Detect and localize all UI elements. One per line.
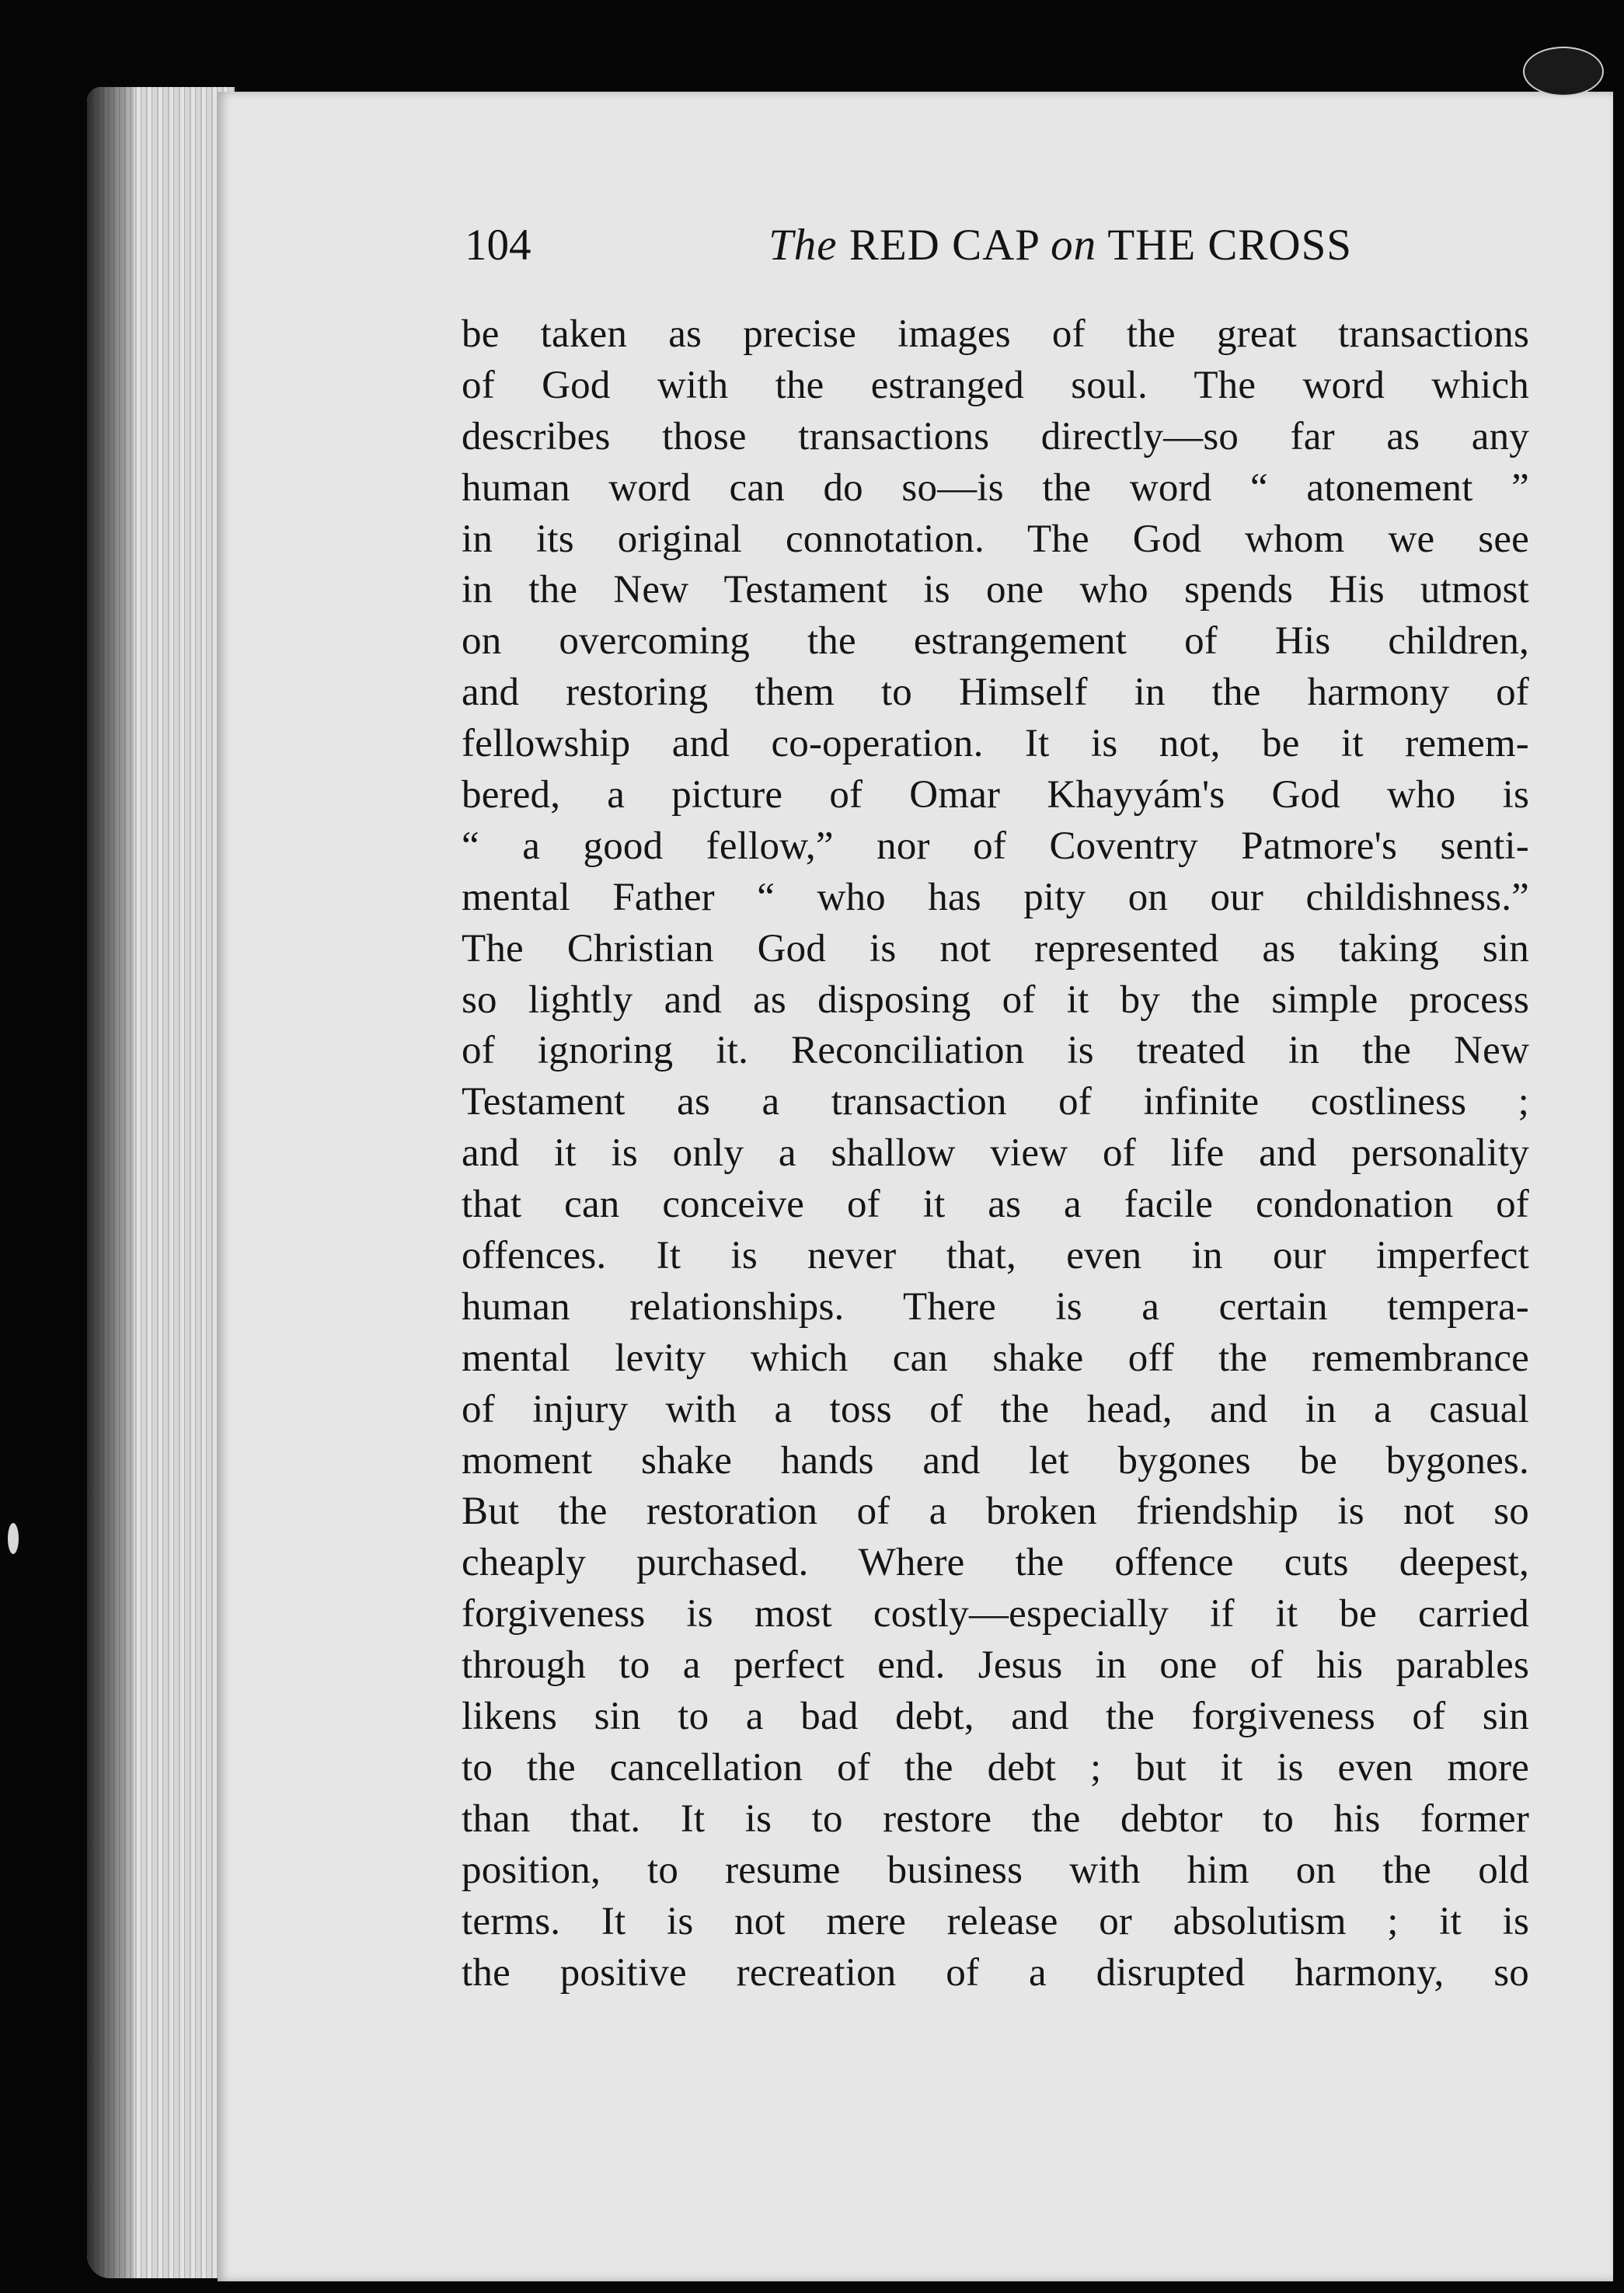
- corner-mark: [1523, 47, 1604, 96]
- text-line: moment shake hands and let bygones be bygones.: [462, 1438, 1529, 1483]
- text-line: describes those transactions directly—so far as any: [462, 414, 1529, 458]
- text-line: through to a perfect end. Jesus in one of his parables: [462, 1643, 1529, 1688]
- running-header: [465, 214, 1352, 277]
- text-line: and restoring them to Himself in the harmony of: [462, 671, 1529, 715]
- text-line: on overcoming the estrangement of His children,: [462, 619, 1529, 664]
- text-line: mental levity which can shake off the remembrance: [462, 1336, 1529, 1380]
- text-line: bered, a picture of Omar Khayyám's God who is: [462, 773, 1529, 817]
- text-line: of God with the estranged soul. The word which: [462, 363, 1529, 407]
- page-number: 104: [465, 221, 531, 270]
- title-red-cap: RED CAP: [849, 221, 1039, 270]
- text-line: than that. It is to restore the debtor to his former: [462, 1796, 1529, 1841]
- text-line: cheaply purchased. Where the offence cuts deepest,: [462, 1541, 1529, 1585]
- text-line: terms. It is not mere release or absolutism ; it is: [462, 1899, 1529, 1943]
- text-line: and it is only a shallow view of life and personality: [462, 1131, 1529, 1176]
- title-word-the: The: [768, 221, 838, 270]
- text-line: of injury with a toss of the head, and in a casual: [462, 1387, 1529, 1431]
- running-title: [768, 214, 1352, 277]
- text-line: fellowship and co-operation. It is not, be it remem-: [462, 722, 1529, 766]
- text-line: likens sin to a bad debt, and the forgiveness of sin: [462, 1695, 1529, 1739]
- dust-speck: [8, 1523, 19, 1554]
- text-line: of ignoring it. Reconciliation is treated in the New: [462, 1029, 1529, 1073]
- text-line: the positive recreation of a disrupted harmony, so: [462, 1950, 1529, 1995]
- page-edges-shadow: [87, 87, 134, 2278]
- text-line: But the restoration of a broken friendship is not so: [462, 1490, 1529, 1534]
- text-line: Testament as a transaction of infinite costliness ;: [462, 1080, 1529, 1124]
- text-line: position, to resume business with him on the old: [462, 1848, 1529, 1892]
- text-line: to the cancellation of the debt ; but it is even more: [462, 1745, 1529, 1789]
- title-word-on: on: [1051, 221, 1097, 270]
- title-the-cross: THE CROSS: [1107, 221, 1352, 270]
- text-line: “ a good fellow,” nor of Coventry Patmore's senti-: [462, 824, 1529, 868]
- text-line: offences. It is never that, even in our imperfect: [462, 1234, 1529, 1278]
- text-line: be taken as precise images of the great transactions: [462, 312, 1529, 356]
- body-paragraph: [462, 309, 1529, 1999]
- text-line: human word can do so—is the word “ atonement ”: [462, 465, 1529, 510]
- text-line: so lightly and as disposing of it by the simple process: [462, 977, 1529, 1022]
- text-line: that can conceive of it as a facile condonation of: [462, 1183, 1529, 1227]
- text-line: in its original connotation. The God whom we see: [462, 517, 1529, 561]
- text-line: forgiveness is most costly—especially if it be carried: [462, 1592, 1529, 1636]
- text-line: in the New Testament is one who spends His utmost: [462, 568, 1529, 612]
- text-line: mental Father “ who has pity on our childishness.”: [462, 875, 1529, 919]
- text-line: human relationships. There is a certain tempera-: [462, 1284, 1529, 1329]
- text-line: The Christian God is not represented as taking sin: [462, 926, 1529, 971]
